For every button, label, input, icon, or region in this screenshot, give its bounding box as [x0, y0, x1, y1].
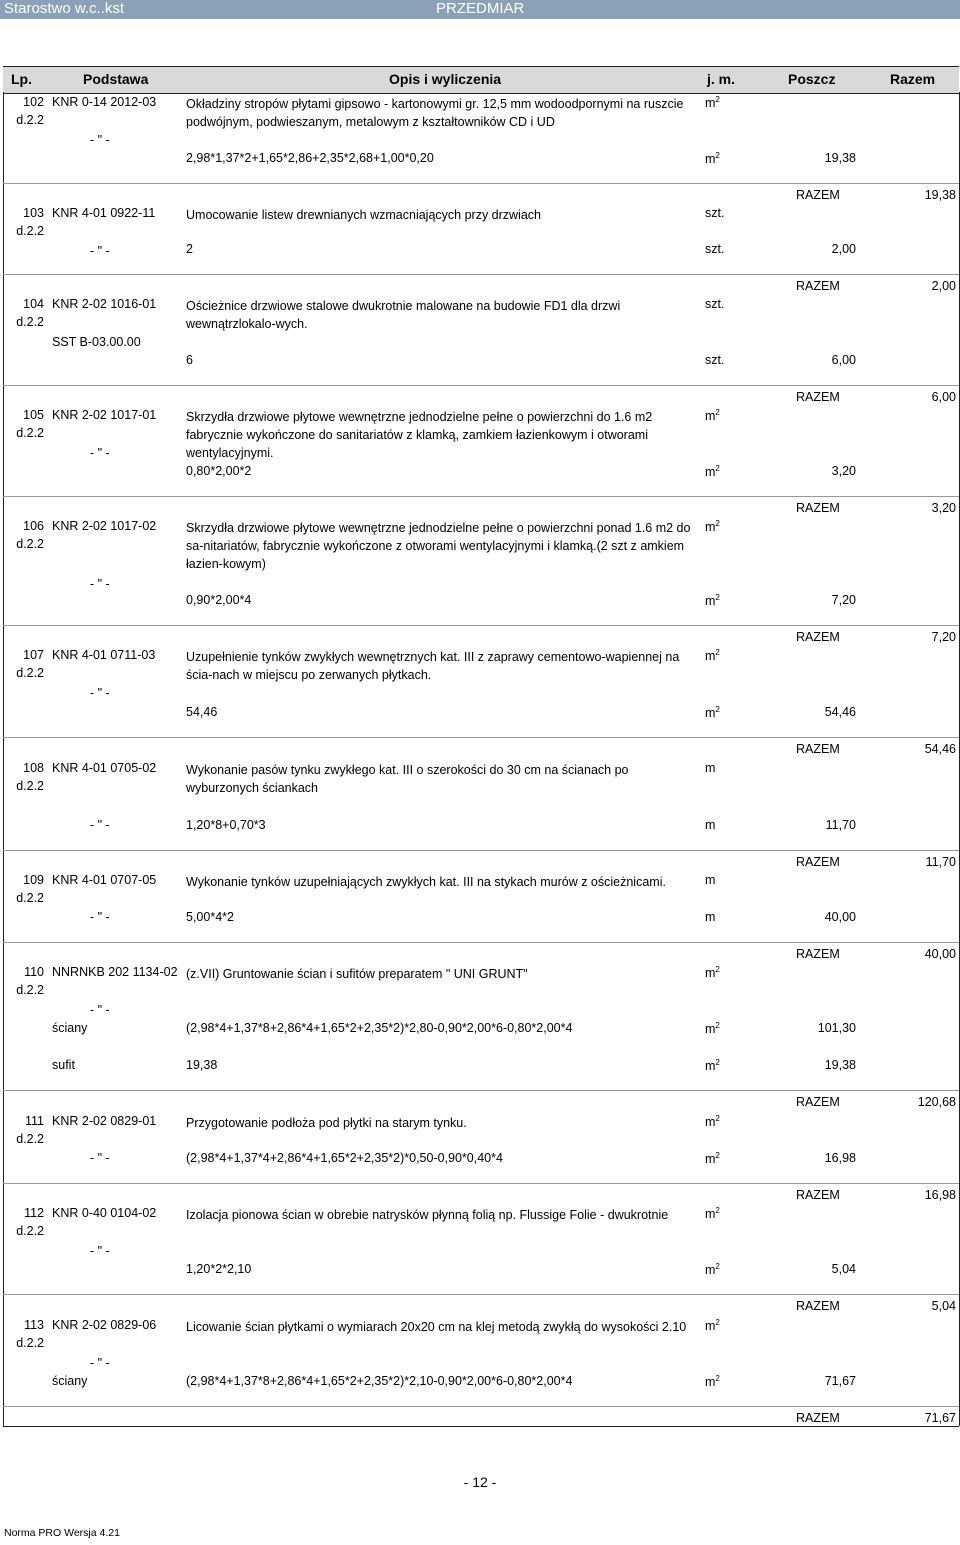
- calc-unit: [705, 464, 720, 479]
- item-unit: [705, 519, 720, 534]
- calc-value: 6,00: [831, 353, 856, 367]
- item-section: d.2.2: [16, 1132, 44, 1146]
- item-unit-base: m: [705, 873, 716, 887]
- row-separator: [3, 1183, 959, 1184]
- table-bottom-line: [3, 1426, 959, 1427]
- item-description: Uzupełnienie tynków zwykłych wewnętrznych kat. III z zaprawy cementowo-wapiennej na ścia-nach w miejscu po zerwanych płytkach.: [186, 650, 680, 682]
- calc-label: - " -: [90, 818, 110, 832]
- item-number: 111: [24, 1114, 44, 1128]
- table-header: [3, 66, 959, 94]
- calc-formula: 0,80*2,00*2: [186, 464, 252, 478]
- razem-label: RAZEM: [796, 1188, 840, 1202]
- calc-unit: [705, 1021, 720, 1036]
- item-unit: [705, 761, 715, 775]
- razem-label: RAZEM: [796, 742, 840, 756]
- item-number: 104: [23, 297, 44, 311]
- software-footer: Norma PRO Wersja 4.21: [4, 1527, 120, 1539]
- row-separator: [3, 1406, 959, 1407]
- item-unit: [705, 95, 720, 110]
- razem-value: 16,98: [924, 1188, 956, 1202]
- item-description: Okładziny stropów płytami gipsowo - kartonowymi gr. 12,5 mm wodoodpornymi na ruszcie podwójnym, podwieszanym, metalowym z kształtowników CD i UD: [186, 97, 684, 129]
- item-basis-note: - " -: [90, 244, 110, 258]
- item-section: d.2.2: [16, 983, 44, 997]
- item-basis: NNRNKB 202 1134-02: [52, 965, 178, 979]
- razem-value: 11,70: [925, 855, 956, 869]
- calc-value: 40,00: [824, 910, 856, 924]
- razem-value: 3,20: [931, 501, 956, 515]
- item-basis: KNR 4-01 0922-11: [52, 206, 156, 220]
- document-name: Starostwo w.c..kst: [4, 0, 125, 17]
- item-basis-note: - " -: [90, 577, 110, 591]
- calc-label: ściany: [52, 1374, 88, 1388]
- razem-label: RAZEM: [796, 188, 840, 202]
- header-description: Opis i wyliczenia: [389, 71, 502, 87]
- item-basis: KNR 2-02 1017-01: [52, 408, 157, 422]
- calc-unit: [705, 353, 724, 367]
- razem-value: 54,46: [924, 742, 956, 756]
- calc-unit-base: m: [705, 1059, 716, 1073]
- row-separator: [3, 385, 959, 386]
- calc-unit-base: m: [705, 152, 716, 166]
- item-unit-exponent: 2: [715, 1114, 720, 1123]
- item-description: Umocowanie listew drewnianych wzmacniających przy drzwiach: [186, 208, 541, 222]
- row-separator: [3, 850, 959, 851]
- calc-unit-exponent: 2: [715, 593, 720, 602]
- item-unit: [705, 206, 724, 220]
- calc-value: 101,30: [817, 1021, 856, 1035]
- calc-unit-exponent: 2: [715, 1058, 720, 1067]
- item-basis-note: - " -: [90, 1003, 110, 1017]
- calc-unit: [705, 1374, 720, 1389]
- razem-label: RAZEM: [796, 1299, 840, 1313]
- row-separator: [3, 942, 959, 943]
- calc-value: 7,20: [831, 593, 856, 607]
- item-description: Wykonanie tynków uzupełniających zwykłych kat. III na stykach murów z ościeżnicami.: [186, 875, 666, 889]
- header-partial: Poszcz: [788, 71, 836, 87]
- item-description: Przygotowanie podłoża pod płytki na starym tynku.: [186, 1116, 467, 1130]
- item-unit-exponent: 2: [715, 408, 720, 417]
- item-basis: KNR 4-01 0711-03: [52, 648, 156, 662]
- item-section: d.2.2: [16, 315, 44, 329]
- calc-unit-exponent: 2: [715, 464, 720, 473]
- calc-unit-exponent: 2: [715, 151, 720, 160]
- razem-label: RAZEM: [796, 390, 840, 404]
- header-total: Razem: [890, 71, 936, 87]
- item-number: 109: [23, 873, 44, 887]
- calc-unit: [705, 242, 724, 256]
- calc-formula: 2: [186, 242, 193, 256]
- item-section: d.2.2: [16, 666, 44, 680]
- calc-formula: 2,98*1,37*2+1,65*2,86+2,35*2,68+1,00*0,20: [186, 151, 434, 165]
- item-unit-exponent: 2: [715, 648, 720, 657]
- header-lp: Lp.: [11, 71, 32, 87]
- item-section: d.2.2: [16, 1336, 44, 1350]
- item-description: Skrzydła drzwiowe płytowe wewnętrzne jednodzielne pełne o powierzchni ponad 1.6 m2 do sa-nitariatów, fabrycznie wykończone z otworami wentylacyjnymi i klamką.(2 szt z amkiem łazien-kowym): [186, 521, 691, 571]
- document-title: PRZEDMIAR: [436, 0, 525, 17]
- razem-label: RAZEM: [796, 855, 840, 869]
- razem-label: RAZEM: [796, 279, 840, 293]
- razem-label: RAZEM: [796, 947, 840, 961]
- calc-value: 19,38: [824, 151, 856, 165]
- calc-value: 3,20: [831, 464, 856, 478]
- item-number: 105: [23, 408, 44, 422]
- item-unit: [705, 1206, 720, 1221]
- calc-value: 11,70: [825, 818, 856, 832]
- calc-unit-base: m: [705, 465, 716, 479]
- item-unit-exponent: 2: [715, 1318, 720, 1327]
- calc-unit: [705, 910, 715, 924]
- item-number: 112: [24, 1206, 44, 1220]
- calc-unit-base: m: [705, 1263, 716, 1277]
- item-unit-base: szt.: [705, 297, 725, 311]
- item-basis-note: - " -: [90, 686, 110, 700]
- item-section: d.2.2: [16, 891, 44, 905]
- calc-unit-base: m: [705, 1022, 716, 1036]
- calc-unit-base: m: [705, 1375, 716, 1389]
- calc-label: sufit: [52, 1058, 75, 1072]
- calc-unit: [705, 705, 720, 720]
- calc-formula: (2,98*4+1,37*8+2,86*4+1,65*2+2,35*2)*2,80-0,90*2,00*6-0,80*2,00*4: [186, 1021, 573, 1035]
- item-unit-base: m: [705, 1319, 716, 1333]
- calc-formula: 0,90*2,00*4: [186, 593, 252, 607]
- item-unit: [705, 648, 720, 663]
- item-basis: KNR 2-02 0829-06: [52, 1318, 157, 1332]
- calc-formula: (2,98*4+1,37*8+2,86*4+1,65*2+2,35*2)*2,10-0,90*2,00*6-0,80*2,00*4: [186, 1374, 573, 1388]
- row-separator: [3, 625, 959, 626]
- item-unit-base: m: [705, 520, 716, 534]
- item-basis: KNR 0-14 2012-03: [52, 95, 157, 109]
- calc-value: 5,04: [831, 1262, 856, 1276]
- item-description: Skrzydła drzwiowe płytowe wewnętrzne jednodzielne pełne o powierzchni do 1.6 m2 fabrycznie wykończone do sanitariatów z klamką, zamkiem łazienkowym i otworami wentylacyjnymi.: [186, 410, 653, 460]
- item-unit-exponent: 2: [715, 1206, 720, 1215]
- calc-formula: 1,20*8+0,70*3: [186, 818, 266, 832]
- row-separator: [3, 737, 959, 738]
- item-basis-note: - " -: [90, 1244, 110, 1258]
- calc-unit: [705, 1151, 720, 1166]
- calc-unit: [705, 1262, 720, 1277]
- item-number: 102: [23, 95, 44, 109]
- item-number: 113: [24, 1318, 44, 1332]
- row-separator: [3, 1090, 959, 1091]
- calc-unit-base: m: [705, 818, 716, 832]
- row-separator: [3, 183, 959, 184]
- razem-value: 5,04: [931, 1299, 956, 1313]
- item-number: 110: [24, 965, 44, 979]
- row-separator: [3, 1294, 959, 1295]
- header-unit: j. m.: [707, 71, 736, 87]
- item-description: (z.VII) Gruntowanie ścian i sufitów preparatem " UNI GRUNT": [186, 967, 528, 981]
- item-number: 107: [23, 648, 44, 662]
- calc-unit: [705, 818, 715, 832]
- item-section: d.2.2: [16, 426, 44, 440]
- item-unit-exponent: 2: [715, 965, 720, 974]
- calc-formula: 19,38: [186, 1058, 218, 1072]
- item-unit-base: szt.: [705, 206, 725, 220]
- item-unit-base: m: [705, 409, 716, 423]
- item-section: d.2.2: [16, 537, 44, 551]
- calc-unit-base: m: [705, 910, 716, 924]
- item-basis: KNR 2-02 1016-01: [52, 297, 157, 311]
- item-unit: [705, 1114, 720, 1129]
- razem-label: RAZEM: [796, 1411, 840, 1425]
- item-number: 108: [23, 761, 44, 775]
- razem-label: RAZEM: [796, 501, 840, 515]
- item-description: Izolacja pionowa ścian w obrebie natrysków płynną folią np. Flussige Folie - dwukrotnie: [186, 1208, 669, 1222]
- header-basis: Podstawa: [83, 71, 149, 87]
- item-basis: KNR 4-01 0707-05: [52, 873, 157, 887]
- item-section: d.2.2: [16, 779, 44, 793]
- calc-value: 71,67: [824, 1374, 856, 1388]
- item-unit-base: m: [705, 1207, 716, 1221]
- item-section: d.2.2: [16, 113, 44, 127]
- item-unit-base: m: [705, 966, 716, 980]
- item-unit-exponent: 2: [715, 95, 720, 104]
- calc-unit-exponent: 2: [715, 1151, 720, 1160]
- calc-formula: (2,98*4+1,37*4+2,86*4+1,65*2+2,35*2)*0,50-0,90*0,40*4: [186, 1151, 503, 1165]
- item-basis-note: - " -: [90, 446, 110, 460]
- item-number: 103: [23, 206, 44, 220]
- razem-value: 40,00: [924, 947, 956, 961]
- item-unit-base: m: [705, 96, 716, 110]
- item-basis-note: - " -: [90, 1356, 110, 1370]
- razem-value: 71,67: [924, 1411, 956, 1425]
- calc-unit: [705, 1058, 720, 1073]
- razem-value: 19,38: [924, 188, 956, 202]
- calc-unit-base: m: [705, 594, 716, 608]
- item-section: d.2.2: [16, 1224, 44, 1238]
- calc-unit-base: m: [705, 1152, 716, 1166]
- item-unit-base: m: [705, 649, 716, 663]
- razem-value: 6,00: [931, 390, 956, 404]
- item-unit: [705, 873, 715, 887]
- calc-unit-exponent: 2: [715, 1374, 720, 1383]
- calc-formula: 1,20*2*2,10: [186, 1262, 252, 1276]
- row-separator: [3, 274, 959, 275]
- item-basis-note: - " -: [90, 133, 110, 147]
- item-unit: [705, 408, 720, 423]
- item-basis: KNR 0-40 0104-02: [52, 1206, 157, 1220]
- page-number: - 12 -: [463, 1474, 497, 1490]
- item-number: 106: [23, 519, 44, 533]
- item-description: Licowanie ścian płytkami o wymiarach 20x20 cm na klej metodą zwykłą do wysokości 2.10: [186, 1320, 687, 1334]
- item-unit-base: m: [705, 1115, 716, 1129]
- item-unit-exponent: 2: [715, 519, 720, 528]
- calc-unit: [705, 593, 720, 608]
- calc-unit-base: szt.: [705, 353, 725, 367]
- calc-value: 16,98: [824, 1151, 856, 1165]
- calc-formula: 54,46: [186, 705, 218, 719]
- calc-unit-base: szt.: [705, 242, 725, 256]
- razem-value: 2,00: [931, 279, 956, 293]
- item-description: Wykonanie pasów tynku zwykłego kat. III o szerokości do 30 cm na ścianach po wyburzonych ściankach: [186, 763, 629, 795]
- calc-label: ściany: [52, 1021, 88, 1035]
- item-unit: [705, 1318, 720, 1333]
- calc-value: 2,00: [831, 242, 856, 256]
- razem-label: RAZEM: [796, 630, 840, 644]
- calc-formula: 6: [186, 353, 193, 367]
- calc-value: 54,46: [824, 705, 856, 719]
- item-basis: KNR 4-01 0705-02: [52, 761, 157, 775]
- calc-unit-base: m: [705, 706, 716, 720]
- razem-value: 120,68: [917, 1095, 956, 1109]
- calc-unit-exponent: 2: [715, 1021, 720, 1030]
- calc-label: - " -: [90, 1151, 110, 1165]
- calc-unit-exponent: 2: [715, 705, 720, 714]
- item-section: d.2.2: [16, 224, 44, 238]
- calc-formula: 5,00*4*2: [186, 910, 234, 924]
- calc-label: - " -: [90, 910, 110, 924]
- razem-label: RAZEM: [796, 1095, 840, 1109]
- calc-unit-exponent: 2: [715, 1262, 720, 1271]
- item-description: Ościeżnice drzwiowe stalowe dwukrotnie malowane na budowie FD1 dla drzwi wewnątrzlokalo-wych.: [186, 299, 621, 331]
- calc-unit: [705, 151, 720, 166]
- razem-value: 7,20: [931, 630, 956, 644]
- item-unit-base: m: [705, 761, 716, 775]
- title-bar: [0, 0, 960, 19]
- calc-value: 19,38: [824, 1058, 856, 1072]
- item-unit: [705, 965, 720, 980]
- item-basis: KNR 2-02 0829-01: [52, 1114, 157, 1128]
- item-basis-note: SST B-03.00.00: [52, 335, 141, 349]
- row-separator: [3, 496, 959, 497]
- item-unit: [705, 297, 724, 311]
- item-basis: KNR 2-02 1017-02: [52, 519, 157, 533]
